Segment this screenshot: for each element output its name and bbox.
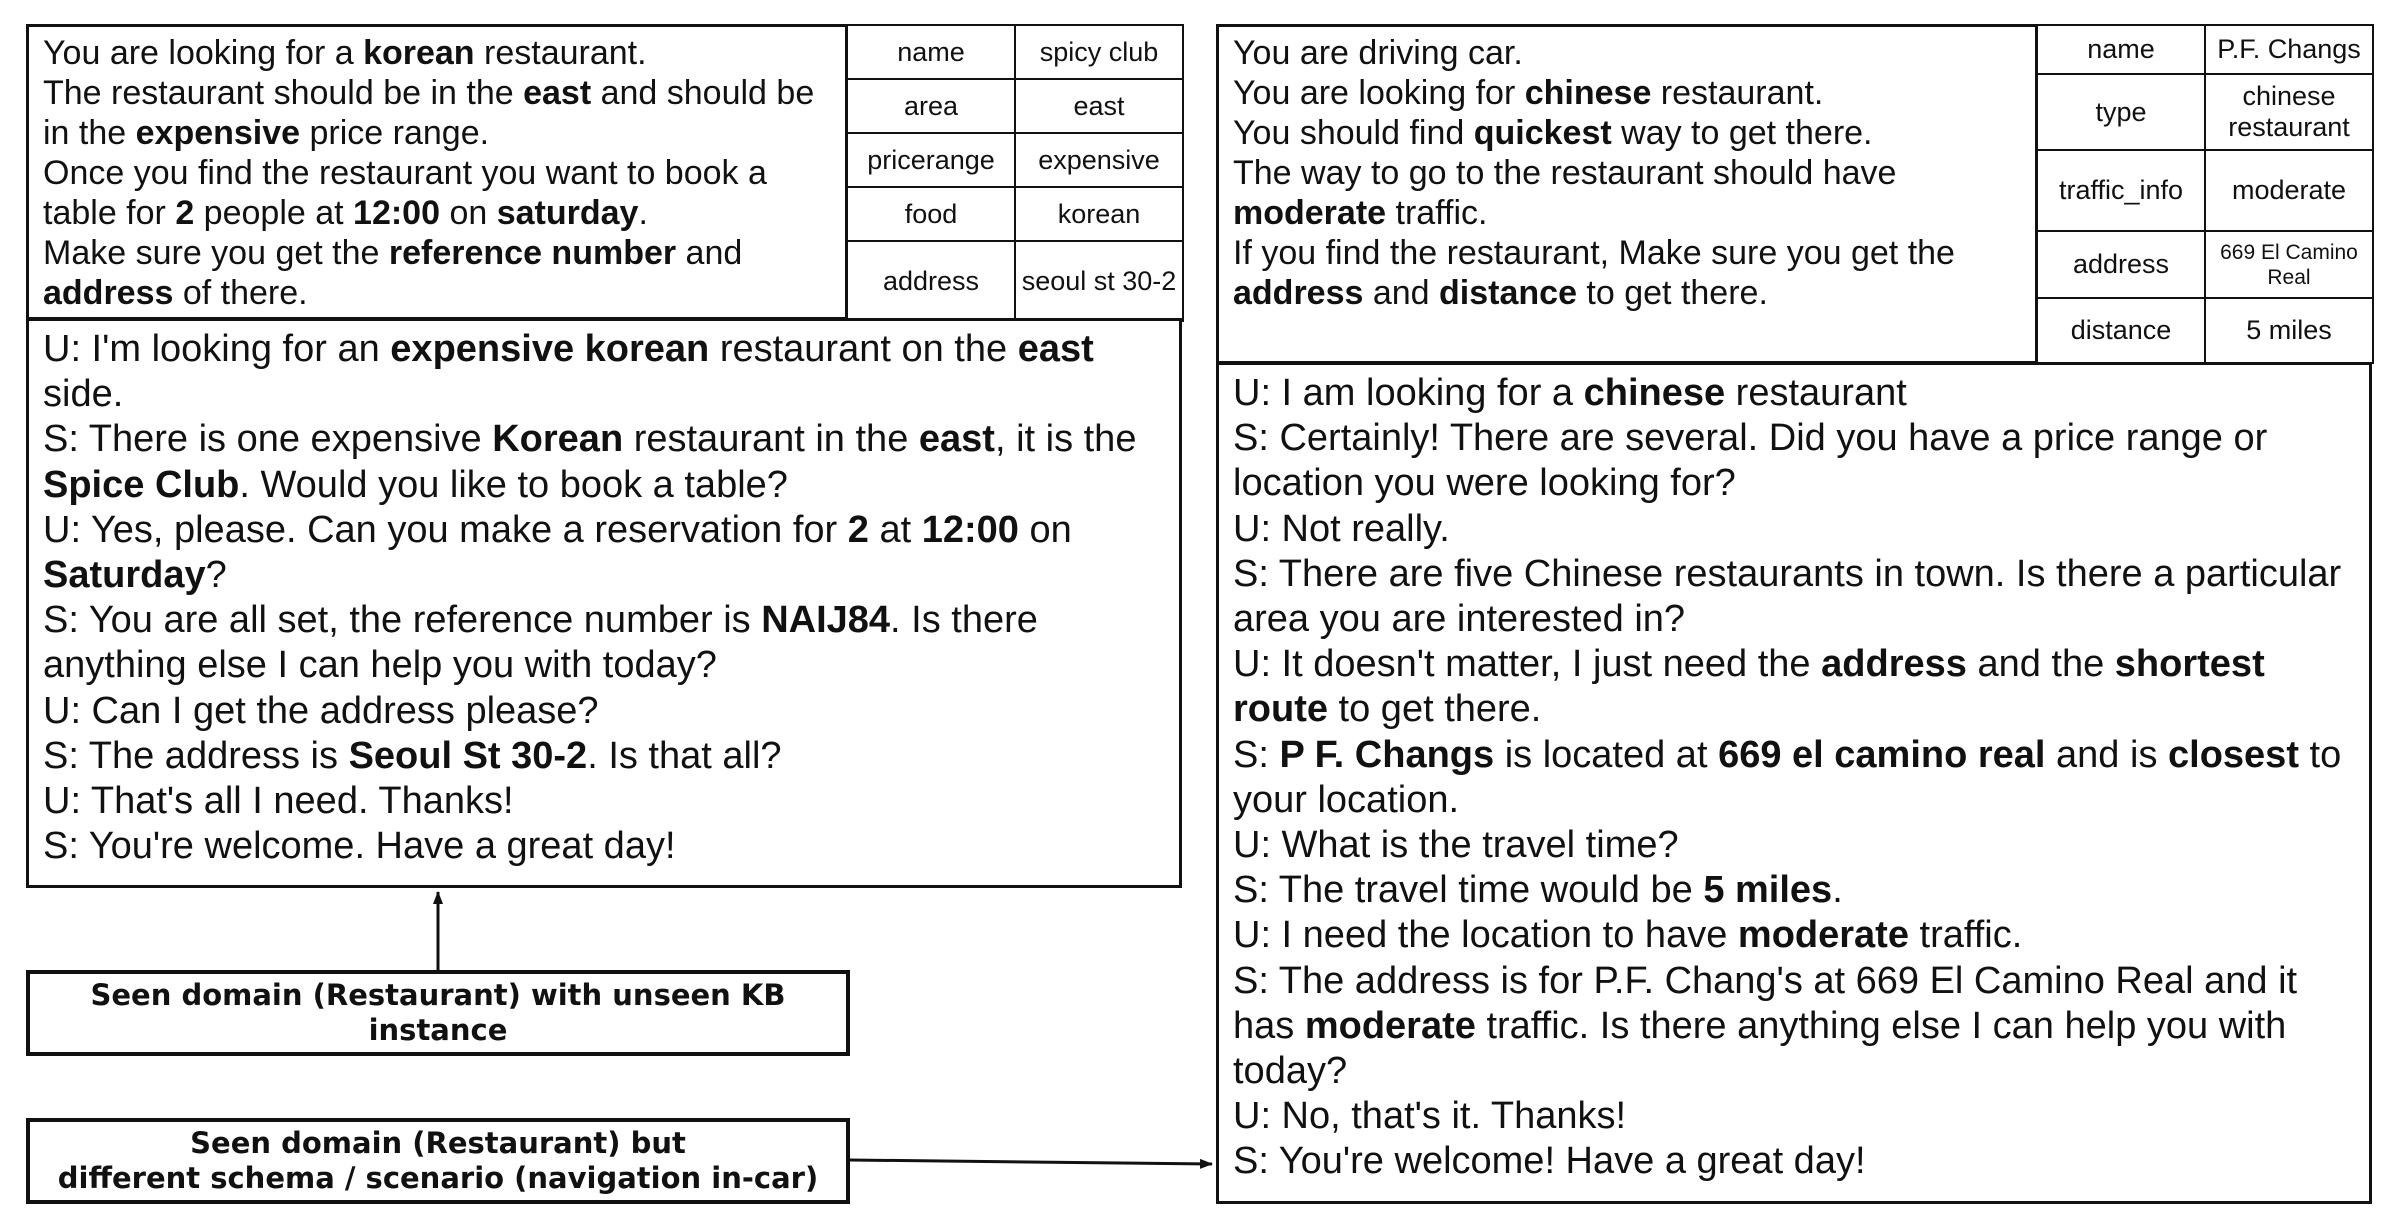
text-line: moderate traffic.: [1233, 194, 1488, 232]
text-line: The restaurant should be in the east and should be: [43, 74, 815, 112]
text-line: S: There are five Chinese restaurants in town. Is there a particular: [1233, 552, 2342, 595]
text-line: address and distance to get there.: [1233, 274, 1768, 312]
kb-value: korean: [1015, 187, 1183, 241]
text-line: S: There is one expensive Korean restaurant in the east, it is the: [43, 418, 1137, 461]
kb-key: address: [847, 241, 1015, 321]
arrow-to-right-dialog: [850, 1160, 1212, 1164]
text-line: route to get there.: [1233, 688, 1542, 731]
kb-key: address: [2037, 231, 2205, 298]
text-line: Once you find the restaurant you want to book a: [43, 154, 767, 192]
kb-key: name: [2037, 25, 2205, 74]
text-line: U: No, that's it. Thanks!: [1233, 1095, 1627, 1138]
kb-key: traffic_info: [2037, 150, 2205, 231]
text-line: If you find the restaurant, Make sure you get the: [1233, 234, 1955, 272]
text-line: has moderate traffic. Is there anything else I can help you with: [1233, 1004, 2287, 1047]
kb-value: east: [1015, 79, 1183, 133]
kb-key: area: [847, 79, 1015, 133]
text-line: S: The travel time would be 5 miles.: [1233, 869, 1843, 912]
text-line: table for 2 people at 12:00 on saturday.: [43, 194, 648, 232]
text-line: your location.: [1233, 778, 1460, 821]
text-line: S: You're welcome. Have a great day!: [43, 825, 676, 868]
kb-key: type: [2037, 74, 2205, 151]
label-seen-domain-unseen-kb: Seen domain (Restaurant) with unseen KB instance: [26, 970, 850, 1056]
kb-value: chinese restaurant: [2205, 74, 2373, 151]
text-line: location you were looking for?: [1233, 462, 1736, 505]
text-line: S: You are all set, the reference number is NAIJ84. Is there: [43, 599, 1038, 642]
text-line: in the expensive price range.: [43, 114, 490, 152]
text-line: S: Certainly! There are several. Did you have a price range or: [1233, 417, 2268, 460]
kb-key: name: [847, 25, 1015, 79]
kb-value: 5 miles: [2205, 298, 2373, 363]
text-line: U: Not really.: [1233, 507, 1450, 550]
text-line: today?: [1233, 1050, 1348, 1093]
text-line: area you are interested in?: [1233, 598, 1686, 641]
text-line: S: The address is for P.F. Chang's at 669 El Camino Real and it: [1233, 959, 2298, 1002]
text-line: The way to go to the restaurant should have: [1233, 154, 1897, 192]
text-line: You should find quickest way to get there.: [1233, 114, 1873, 152]
text-line: S: The address is Seoul St 30-2. Is that all?: [43, 734, 782, 777]
text-line: U: It doesn't matter, I just need the address and the shortest: [1233, 643, 2265, 686]
text-line: U: I need the location to have moderate traffic.: [1233, 914, 2023, 957]
text-line: Make sure you get the reference number and: [43, 234, 743, 272]
text-line: Spice Club. Would you like to book a table?: [43, 463, 788, 506]
text-line: anything else I can help you with today?: [43, 644, 717, 687]
kb-value: seoul st 30-2: [1015, 241, 1183, 321]
kb-value: moderate: [2205, 150, 2373, 231]
text-line: U: What is the travel time?: [1233, 824, 1679, 867]
text-line: S: You're welcome! Have a great day!: [1233, 1140, 1866, 1183]
text-line: U: Yes, please. Can you make a reservation for 2 at 12:00 on: [43, 508, 1072, 551]
text-line: address of there.: [43, 274, 308, 312]
kb-key: food: [847, 187, 1015, 241]
text-line: S: P F. Changs is located at 669 el camino real and is closest to: [1233, 733, 2342, 776]
text-line: U: I'm looking for an expensive korean restaurant on the east side.: [43, 328, 1094, 416]
kb-value: expensive: [1015, 133, 1183, 187]
text-line: You are looking for a korean restaurant.: [43, 34, 647, 72]
kb-key: pricerange: [847, 133, 1015, 187]
label-seen-domain-different-schema: Seen domain (Restaurant) but different schema / scenario (navigation in-car): [26, 1118, 850, 1204]
text-line: You are driving car.: [1233, 34, 1523, 72]
text-line: U: Can I get the address please?: [43, 689, 599, 732]
kb-value: 669 El Camino Real: [2205, 231, 2373, 298]
text-line: Saturday?: [43, 554, 227, 597]
text-line: U: That's all I need. Thanks!: [43, 780, 514, 823]
kb-key: distance: [2037, 298, 2205, 363]
kb-value: P.F. Changs: [2205, 25, 2373, 74]
text-line: You are looking for chinese restaurant.: [1233, 74, 1824, 112]
kb-value: spicy club: [1015, 25, 1183, 79]
text-line: U: I am looking for a chinese restaurant: [1233, 372, 1907, 414]
